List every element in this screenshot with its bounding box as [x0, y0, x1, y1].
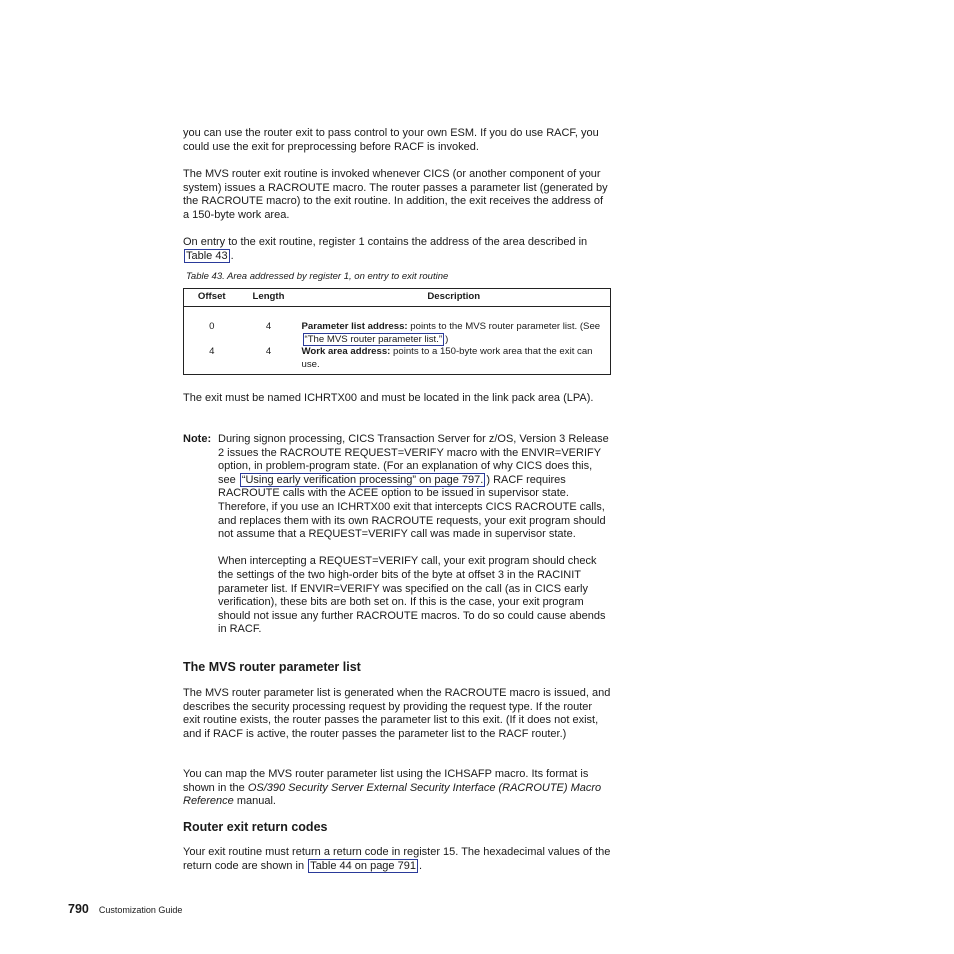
cell-description: [298, 346, 611, 375]
header-description: Description: [298, 289, 611, 307]
desc-text: points to a 150-byte work area that the exit can use.: [301, 346, 593, 370]
header-offset: Offset: [184, 289, 240, 307]
page-footer: [68, 900, 182, 918]
note-label: Note:: [183, 433, 212, 445]
note-text: During signon processing, CICS Transaction Server for z/OS, Version 3 Release 2 issues the RACROUTE REQUEST=VERIFY macro with the ENVIR=VERIFY option, in problem-program state. (For an explanation of why CICS does this, see: [218, 433, 609, 486]
desc-term: Work area address:: [301, 346, 391, 357]
intro-paragraph: you can use the router exit to pass control to your own ESM. If you do use RACF, you could use the exit for preprocessing before RACF is invoked.: [183, 127, 599, 153]
page-number: 790: [68, 902, 89, 916]
register-text: On entry to the exit routine, register 1 contains the address of the area described in: [183, 236, 588, 248]
section-heading-mvs-router-parameter-list: The MVS router parameter list: [183, 660, 361, 674]
router-exit-description: The MVS router exit routine is invoked whenever CICS (or another component of your system) issues a RACROUTE macro. The router passes a parameter list (generated by the RACROUTE macro) to the exit routine. In addition, the exit receives the address of a 150-byte work area.: [183, 168, 608, 221]
header-length: Length: [240, 289, 298, 307]
table-43-link[interactable]: Table 43: [186, 249, 228, 262]
desc-text: points to the MVS router parameter list. (See: [407, 321, 601, 332]
section-heading-router-exit-return-codes: Router exit return codes: [183, 820, 328, 834]
note-body: [218, 433, 611, 637]
table-caption: Table 43. Area addressed by register 1, on entry to exit routine: [186, 271, 449, 282]
table-44-link[interactable]: Table 44 on page 791: [310, 859, 416, 872]
ichsafp-paragraph: [183, 768, 611, 809]
register-paragraph: [183, 236, 611, 263]
cell-length: 4: [265, 346, 272, 357]
cell-offset: 4: [209, 346, 215, 357]
return-codes-paragraph: [183, 846, 611, 873]
ichsafp-text-end: manual.: [233, 795, 276, 808]
note-paragraph-1: [218, 433, 611, 542]
exit-name-paragraph: The exit must be named ICHRTX00 and must be located in the link pack area (LPA).: [183, 392, 594, 404]
table-row: [184, 346, 611, 375]
note-paragraph-2: When intercepting a REQUEST=VERIFY call, your exit program should check the settings of the two high-order bits of the byte at offset 3 in the RACINIT parameter list. If ENVIR=VERIFY was specified on the call (as in CICS early verification), these bits are both set on. If this is the case, your exit program should not issue any further RACROUTE macros. To do so could cause abends in RACF.: [218, 555, 606, 636]
early-verification-link[interactable]: “Using early verification processing” on page 797.: [241, 473, 484, 486]
cell-description: [298, 307, 611, 347]
manual-title: OS/390 Security Server External Security Interface (RACROUTE) Macro Reference: [183, 781, 602, 808]
period: .: [418, 859, 423, 872]
register-area-table: [183, 288, 611, 375]
table-row: [184, 307, 611, 347]
cell-offset: 0: [209, 321, 215, 332]
table-header-row: [184, 289, 611, 307]
note-text-continued: ) RACF requires RACROUTE calls with the ACEE option to be issued in supervisor state. Therefore, if you use an ICHRTX00 exit that intercepts CICS RACROUTE calls, and replaces them with its own RACROUTE requests, your exit program should not assume that a REQUEST=VERIFY call was made in supervisor state.: [218, 473, 606, 541]
desc-term: Parameter list address:: [301, 321, 408, 332]
period: .: [230, 249, 234, 262]
ichsafp-text: You can map the MVS router parameter list using the ICHSAFP macro. Its format is shown in the: [183, 768, 589, 794]
guide-title: Customization Guide: [98, 905, 183, 915]
mvs-parameter-list-paragraph: The MVS router parameter list is generated when the RACROUTE macro is issued, and describes the security processing request by providing the request type. If the router exit routine exists, the router passes the parameter list to this exit. (If it does not exist, and if RACF is active, the router passes the parameter list to the RACF router.): [183, 687, 611, 740]
return-codes-text: Your exit routine must return a return code in register 15. The hexadecimal values of the return code are shown in: [183, 846, 611, 872]
mvs-router-parameter-list-link[interactable]: “The MVS router parameter list.”: [304, 333, 443, 345]
cell-length: 4: [265, 321, 272, 332]
desc-post: ): [445, 333, 449, 345]
